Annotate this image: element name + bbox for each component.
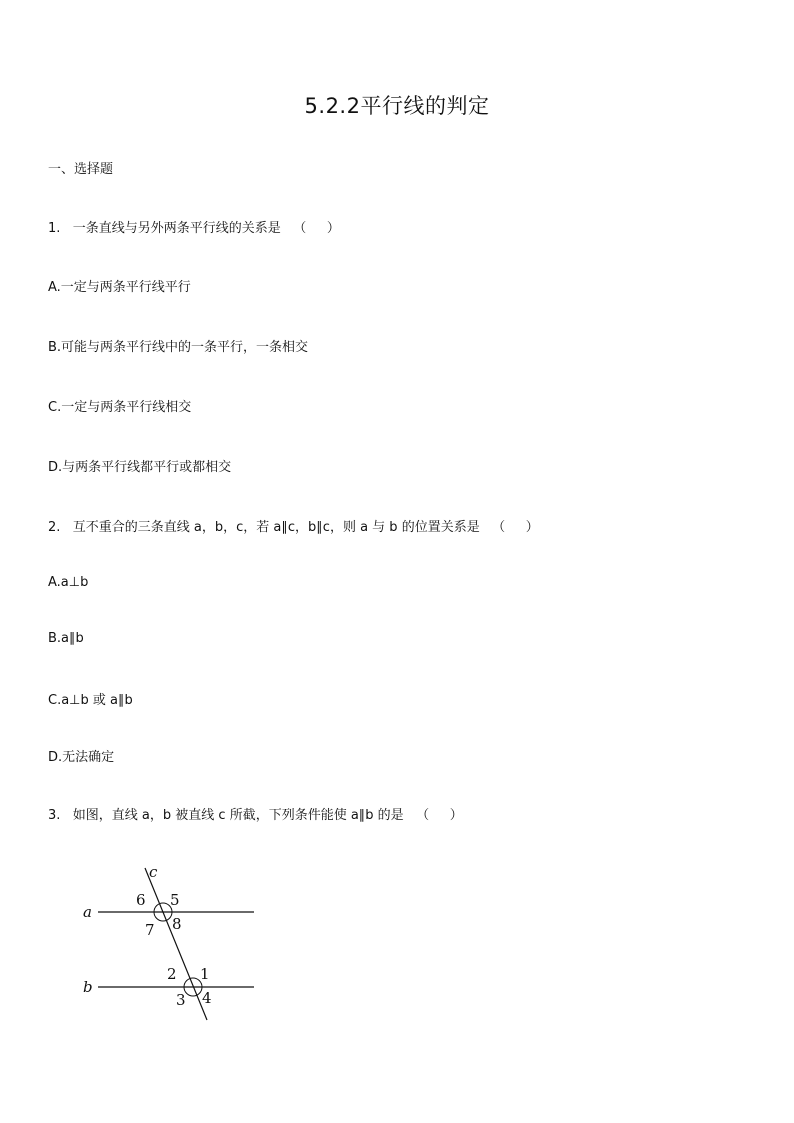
question-2-option-a: A.a⊥b: [48, 575, 89, 590]
angle-label-2: 2: [167, 965, 177, 983]
question-1-option-d: D.与两条平行线都平行或都相交: [48, 460, 232, 475]
label-b: b: [83, 978, 93, 996]
angle-label-4: 4: [202, 989, 212, 1007]
question-1-stem: 1. 一条直线与另外两条平行线的关系是 （ ）: [48, 221, 340, 236]
question-1-option-b: B.可能与两条平行线中的一条平行，一条相交: [48, 340, 309, 355]
label-a: a: [83, 903, 92, 921]
figure-svg: [78, 862, 268, 1027]
question-2-option-b: B.a∥b: [48, 631, 84, 646]
label-c: c: [149, 863, 158, 881]
question-2-option-d: D.无法确定: [48, 750, 115, 765]
parallel-lines-figure: [78, 862, 268, 1027]
question-1-option-a: A.一定与两条平行线平行: [48, 280, 191, 295]
page-title: 5.2.2平行线的判定: [304, 94, 490, 118]
section-heading: 一、选择题: [48, 162, 114, 177]
question-1-option-c: C.一定与两条平行线相交: [48, 400, 192, 415]
angle-label-1: 1: [200, 965, 210, 983]
angle-label-3: 3: [176, 991, 186, 1009]
question-2-option-c: C.a⊥b 或 a∥b: [48, 693, 133, 708]
angle-label-7: 7: [145, 921, 155, 939]
angle-label-8: 8: [172, 915, 182, 933]
question-2-stem: 2. 互不重合的三条直线 a，b，c，若 a∥c，b∥c，则 a 与 b 的位置关系是 （ ）: [48, 520, 539, 535]
angle-label-5: 5: [170, 891, 180, 909]
question-3-stem: 3. 如图，直线 a，b 被直线 c 所截，下列条件能使 a∥b 的是 （ ）: [48, 808, 463, 823]
angle-label-6: 6: [136, 891, 146, 909]
